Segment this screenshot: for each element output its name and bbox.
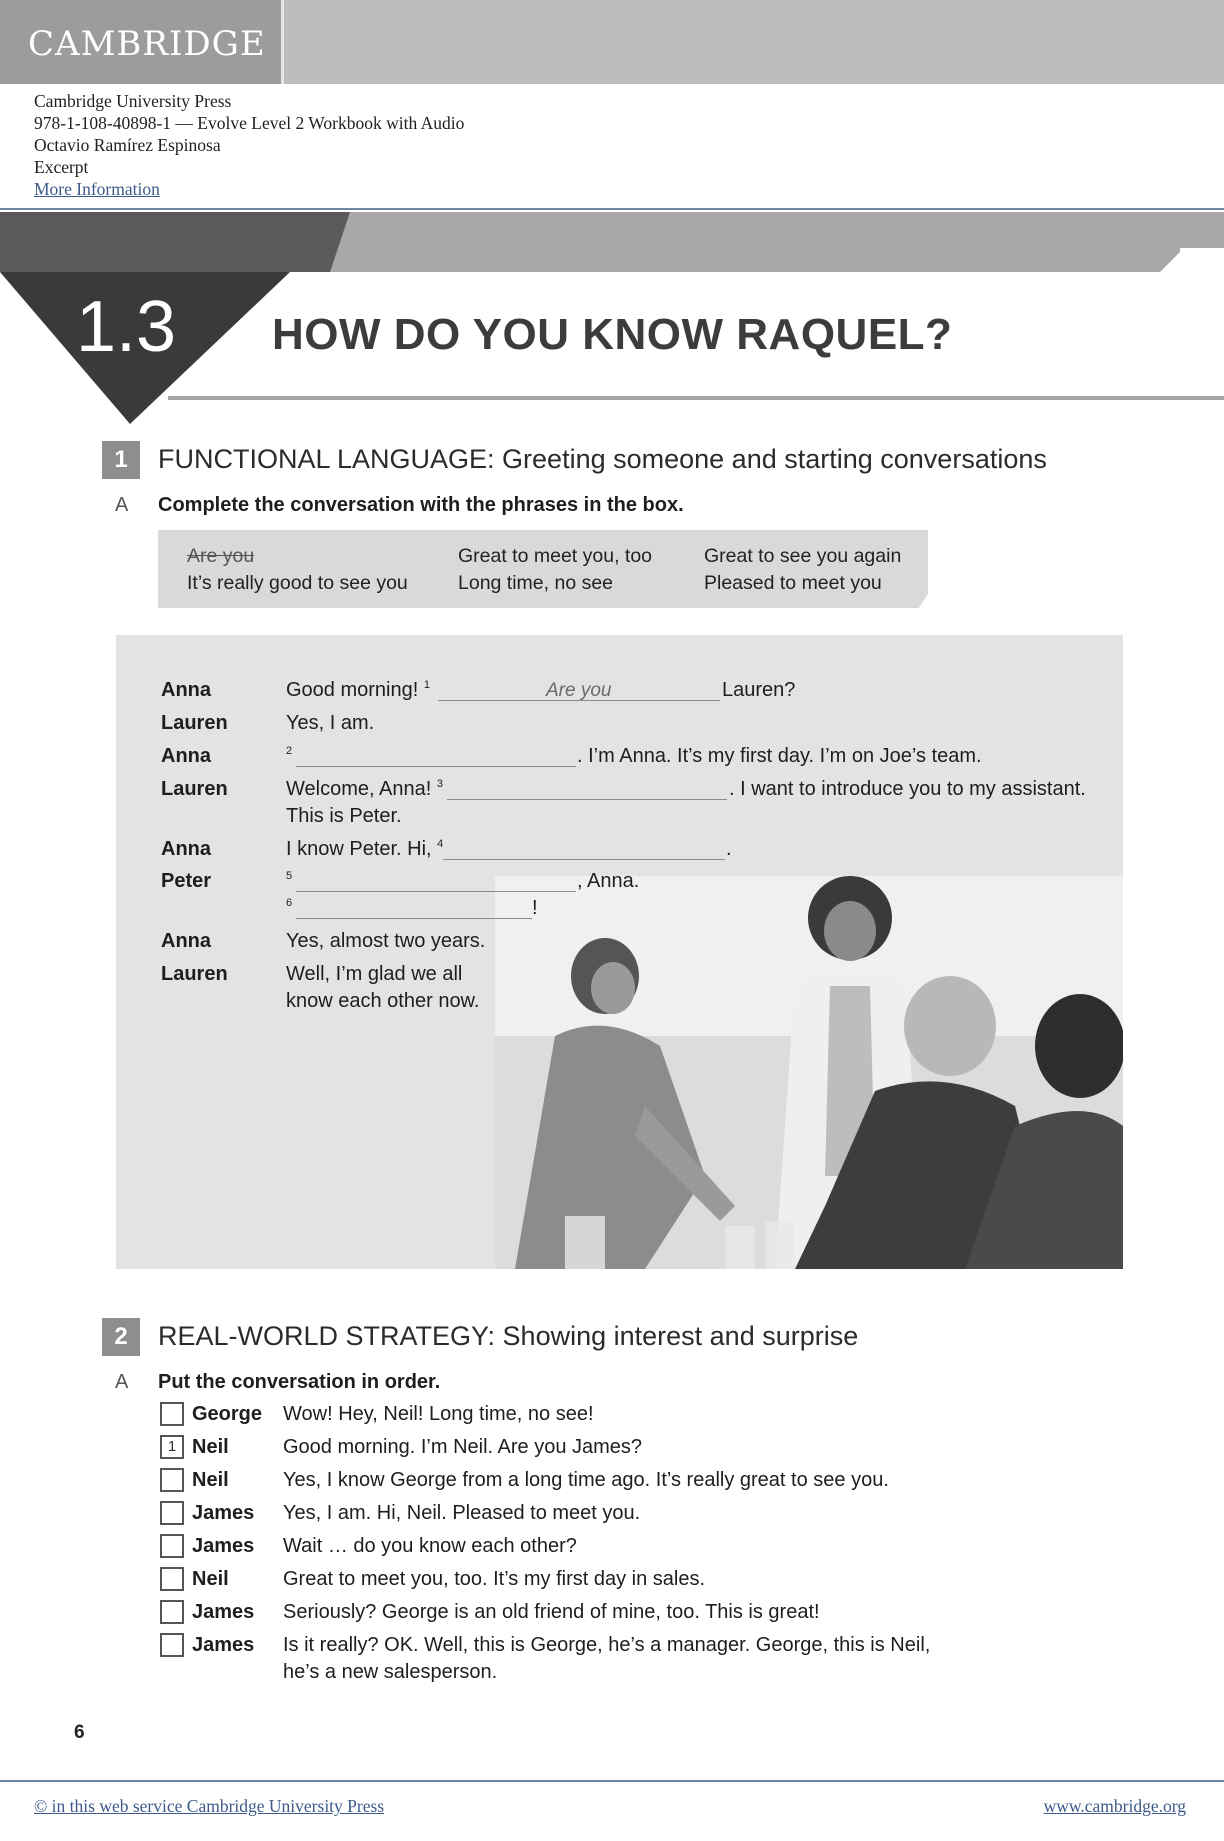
speaker-name: George — [192, 1403, 263, 1425]
list-line: Seriously? George is an old friend of mine, too. This is great! — [283, 1601, 820, 1623]
phrase-box — [158, 530, 928, 608]
author: Octavio Ramírez Espinosa — [34, 135, 221, 155]
line-text: . — [726, 838, 732, 860]
speaker-anna: Anna — [161, 679, 211, 701]
page-number: 6 — [74, 1722, 85, 1743]
speaker-peter: Peter — [161, 870, 212, 892]
conversation-line-2: Yes, I am. — [286, 712, 375, 734]
conversation-line-6b — [286, 897, 292, 920]
title-underline — [168, 396, 1224, 400]
conversation-line-7: Yes, almost two years. — [286, 930, 486, 952]
phrase-item: Long time, no see — [458, 572, 614, 594]
phrase-item: It’s really good to see you — [187, 572, 408, 594]
website-link[interactable]: www.cambridge.org — [1043, 1796, 1186, 1816]
section-2-instruction: Put the conversation in order. — [158, 1371, 441, 1393]
banner-slant — [330, 212, 350, 272]
list-line: Great to meet you, too. It’s my first day in sales. — [283, 1568, 706, 1590]
line-text: . I want to introduce you to my assistant. — [729, 778, 1086, 800]
answer-blank-4[interactable] — [443, 859, 725, 860]
speaker-lauren: Lauren — [161, 712, 228, 734]
section-2-number: 2 — [102, 1318, 140, 1356]
speaker-name: Neil — [192, 1436, 229, 1458]
answer-blank-3[interactable] — [447, 799, 727, 800]
line-text: Lauren? — [722, 679, 796, 701]
answer-blank-2[interactable] — [296, 766, 576, 767]
speaker-name: James — [192, 1634, 255, 1656]
speaker-name: James — [192, 1535, 255, 1557]
blank-number: 5 — [286, 870, 293, 882]
speaker-name: James — [192, 1502, 255, 1524]
conversation-line-6 — [286, 870, 292, 893]
cambridge-logo: CAMBRIDGE — [28, 24, 266, 64]
order-checkbox[interactable] — [160, 1567, 184, 1591]
unit-number: 1.3 — [76, 287, 177, 367]
speaker-lauren: Lauren — [161, 963, 228, 985]
speaker-name: Neil — [192, 1568, 229, 1590]
conversation-line-3 — [286, 745, 292, 768]
footer-divider — [0, 1780, 1224, 1782]
list-line: Wow! Hey, Neil! Long time, no see! — [283, 1403, 594, 1425]
list-line: Wait … do you know each other? — [283, 1535, 577, 1557]
conversation-line-8: Well, I’m glad we all — [286, 963, 463, 985]
list-line: he’s a new salesperson. — [283, 1661, 498, 1683]
section-1-instruction: Complete the conversation with the phrases in the box. — [158, 494, 684, 516]
conversation-line-1 — [286, 679, 430, 702]
phrase-item: Are you — [187, 545, 255, 567]
conversation-line-5 — [286, 838, 443, 861]
order-checkbox[interactable] — [160, 1633, 184, 1657]
isbn-title: 978-1-108-40898-1 — Evolve Level 2 Workbook with Audio — [34, 113, 465, 133]
list-line: Is it really? OK. Well, this is George, he’s a manager. George, this is Neil, — [283, 1634, 931, 1656]
publisher: Cambridge University Press — [34, 91, 232, 111]
speaker-name: Neil — [192, 1469, 229, 1491]
copyright-link[interactable]: © in this web service Cambridge University Press — [34, 1796, 385, 1816]
answer-blank-6[interactable] — [296, 918, 532, 919]
order-checkbox[interactable] — [160, 1468, 184, 1492]
phrase-item: Great to meet you, too — [458, 545, 653, 567]
blank-number: 6 — [286, 897, 293, 909]
section-1-number: 1 — [102, 441, 140, 479]
speaker-lauren: Lauren — [161, 778, 228, 800]
blank-number: 3 — [436, 778, 443, 790]
office-meeting-photo — [495, 876, 1123, 1269]
answer-blank-5[interactable] — [296, 891, 576, 892]
line-text: ! — [532, 897, 538, 919]
order-checkbox[interactable] — [160, 1501, 184, 1525]
blank-number: 2 — [286, 745, 293, 757]
banner-tab-notch — [1180, 248, 1224, 272]
phrase-item: Great to see you again — [704, 545, 902, 567]
blank-number: 1 — [423, 679, 430, 691]
photo-illustration — [495, 876, 1123, 1269]
list-line: Yes, I am. Hi, Neil. Pleased to meet you. — [283, 1502, 641, 1524]
line-text: , Anna. — [577, 870, 640, 892]
line-text: This is Peter. — [286, 805, 402, 827]
conversation-line-4 — [286, 778, 443, 801]
line-text: know each other now. — [286, 990, 480, 1012]
phrase-item: Pleased to meet you — [704, 572, 882, 594]
order-checkbox[interactable] — [160, 1534, 184, 1558]
list-line: Yes, I know George from a long time ago. It’s really great to see you. — [283, 1469, 889, 1491]
list-line: Good morning. I’m Neil. Are you James? — [283, 1436, 643, 1458]
example-answer: Are you — [546, 680, 612, 701]
speaker-anna: Anna — [161, 745, 211, 767]
section-2-title: REAL-WORLD STRATEGY: Showing interest and surprise — [158, 1321, 859, 1351]
banner-grey-band — [330, 212, 1224, 272]
speaker-anna: Anna — [161, 838, 211, 860]
order-checkbox[interactable]: 1 — [160, 1435, 184, 1459]
order-checkbox[interactable] — [160, 1600, 184, 1624]
more-information-link[interactable]: More Information — [34, 179, 160, 199]
excerpt-label: Excerpt — [34, 157, 89, 177]
banner-dark-band — [0, 212, 340, 272]
order-checkbox[interactable] — [160, 1402, 184, 1426]
speaker-anna: Anna — [161, 930, 211, 952]
line-text: Welcome, Anna! — [286, 778, 437, 800]
header-divider — [0, 208, 1224, 210]
section-1-letter: A — [115, 494, 129, 516]
unit-title: HOW DO YOU KNOW RAQUEL? — [272, 310, 953, 359]
line-text: Good morning! — [286, 679, 424, 701]
blank-number: 4 — [437, 838, 444, 850]
line-text: . I’m Anna. It’s my first day. I’m on Joe’s team. — [577, 745, 982, 767]
banner-tab-slant — [1160, 248, 1184, 272]
section-1-title: FUNCTIONAL LANGUAGE: Greeting someone and starting conversations — [158, 444, 1047, 474]
speaker-name: James — [192, 1601, 255, 1623]
section-2-letter: A — [115, 1371, 129, 1393]
line-text: I know Peter. Hi, — [286, 838, 438, 860]
